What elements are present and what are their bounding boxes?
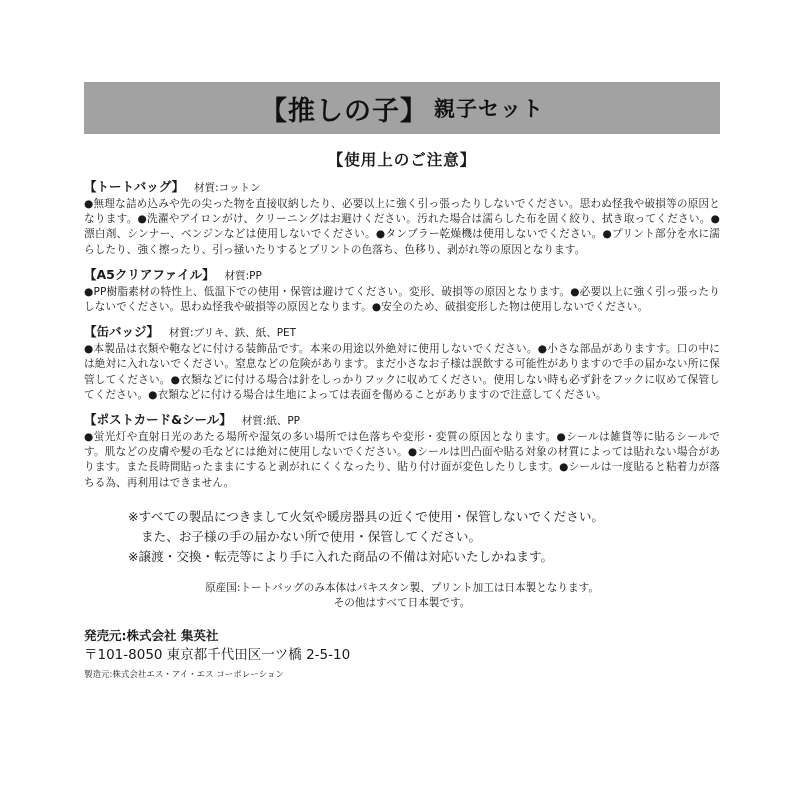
section-name: 【缶バッジ】 <box>84 324 160 340</box>
note-resale: ※譲渡・交換・転売等により手に入れた商品の不備は対応いたしかねます。 <box>128 548 554 564</box>
section-body: ●蛍光灯や直射日光のあたる場所や湿気の多い場所では色落ちや変形・変質の原因となります。●シールは雑貨等に貼るシールです。肌などの皮膚や髪の毛などには絶対に使用しないでください。●シールは凹凸面や貼る対象の材質によっては貼れない場合があります。また長時間貼ったままにすると剥がれにくくなったり、貼り付け面が変色したりします。●シールは一度貼ると粘着力が落ちる為、再利用はできません。 <box>84 431 720 489</box>
note-children: また、お子様の手の届かない所で使用・保管してください。 <box>141 528 482 544</box>
section-name: 【ポストカード&シール】 <box>84 412 232 428</box>
section-header <box>84 178 720 197</box>
publisher-name: 発売元:株式会社 集英社 <box>84 627 219 643</box>
section-header <box>84 266 720 285</box>
section-name: 【A5クリアファイル】 <box>84 266 215 282</box>
note-fire: ※すべての製品につきまして火気や暖房器具の近くで使用・保管しないでください。 <box>128 508 605 524</box>
section-name: 【トートバッグ】 <box>84 179 185 194</box>
country-of-origin <box>84 581 720 611</box>
section-header <box>84 411 720 430</box>
caution-heading: 【使用上のご注意】 <box>327 151 477 169</box>
section-body: ●PP樹脂素材の特性上、低温下での使用・保管は避けてください。変形、破損等の原因となります。●必要以上に強く引っ張ったりしないでください。思わぬ怪我や破損等の原因となります。●安全のため、破損変形した物は使用しないでください。 <box>84 285 720 314</box>
title-banner <box>84 82 720 134</box>
section-material: 材質:PP <box>224 269 262 282</box>
general-notes <box>84 507 720 567</box>
caution-label <box>84 82 720 682</box>
section-clear-file <box>84 266 720 315</box>
publisher-address: 〒101-8050 東京都千代田区一ツ橋 2-5-10 <box>84 646 351 663</box>
section-can-badge <box>84 323 720 403</box>
section-postcard-sticker <box>84 411 720 491</box>
section-header <box>84 323 720 342</box>
publisher-info <box>84 627 720 682</box>
section-body: ●無理な詰め込みや先の尖った物を直接収納したり、必要以上に強く引っ張ったりしないでください。思わぬ怪我や破損等の原因となります。●洗濯やアイロンがけ、クリーニングはお避けください。汚れた場合は濡らした布を固く絞り、拭き取ってください。●漂白剤、シンナー、ベンジンなどは使用しないでください。●タンブラー乾燥機は使用しないでください。●プリント部分を水に濡らしたり、強く擦ったり、引っ掻いたりするとプリントの色落ち、色移り、剥がれ等の原因となります。 <box>84 198 720 256</box>
section-material: 材質:コットン <box>194 182 261 194</box>
section-tote-bag <box>84 178 720 258</box>
origin-line-1: 原産国:トートバッグのみ本体はパキスタン製、プリント加工は日本製となります。 <box>205 581 599 594</box>
section-body: ●本製品は衣類や鞄などに付ける装飾品です。本来の用途以外絶対に使用しないでください。●小さな部品がありますす。口の中には絶対に入れないでください。窒息などの危険があります。まだ小さなお子様は誤飲する可能性がありますので手の届かない所に保管してください。●衣類などに付ける場合は針をしっかりフックに収めてください。使用しない時も必ず針をフックに収めて保管してください。●衣類などに付ける場合は生地によっては表面を傷めることがありますので注意してください。 <box>84 343 720 401</box>
origin-line-2: その他はすべて日本製です。 <box>333 596 471 609</box>
section-material: 材質:紙、PP <box>241 415 300 428</box>
section-material: 材質:ブリキ、鉄、紙、PET <box>169 327 297 340</box>
series-logo: 【推しの子】 <box>260 95 428 127</box>
manufacturer: 製造元:株式会社エス・アイ・エス コーポレーション <box>84 669 284 680</box>
set-title: 親子セット <box>434 97 544 121</box>
